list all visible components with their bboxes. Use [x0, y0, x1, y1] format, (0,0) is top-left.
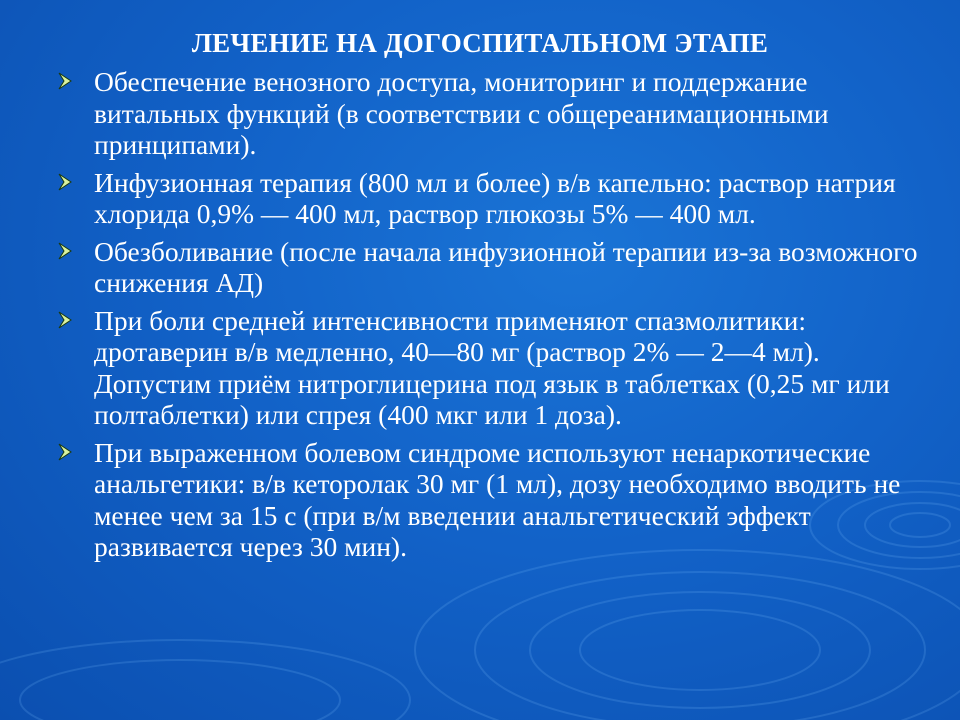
- bullet-item: [58, 167, 918, 230]
- bullet-text: Инфузионная терапия (800 мл и более) в/в капельно: раствор натрия хлорида 0,9% — 400 мл, раствор глюкозы 5% — 400 мл.: [94, 166, 896, 229]
- bullet-item: [58, 437, 918, 563]
- chevron-arrow-right-icon: [58, 305, 80, 336]
- bullet-item: [58, 236, 918, 299]
- bullet-text: При боли средней интенсивности применяют спазмолитики: дротаверин в/в медленно, 40—80 мг (раствор 2% — 2—4 мл). Допустим приём нитроглицерина под язык в таблетках (0,25 мг или полтаблетки) или спрея (400 мкг или 1 доза).: [94, 304, 890, 430]
- bullet-item: [58, 66, 918, 161]
- chevron-arrow-right-icon: [58, 437, 80, 468]
- bullet-list: [58, 66, 918, 569]
- bullet-item: [58, 305, 918, 431]
- chevron-arrow-right-icon: [58, 66, 80, 97]
- slide-title: ЛЕЧЕНИЕ НА ДОГОСПИТАЛЬНОМ ЭТАПЕ: [191, 28, 769, 58]
- chevron-arrow-right-icon: [58, 167, 80, 198]
- bullet-text: Обеспечение венозного доступа, мониторинг и поддержание витальных функций (в соответствии с общереанимационными принципами).: [94, 66, 829, 160]
- bullet-text: При выраженном болевом синдроме используют ненаркотические анальгетики: в/в кеторолак 30 мг (1 мл), дозу необходимо вводить не менее чем за 15 с (при в/м введении анальгетический эффект развивается через 30 мин).: [94, 436, 901, 562]
- chevron-arrow-right-icon: [58, 236, 80, 267]
- bullet-text: Обезболивание (после начала инфузионной терапии из-за возможного снижения АД): [94, 235, 918, 298]
